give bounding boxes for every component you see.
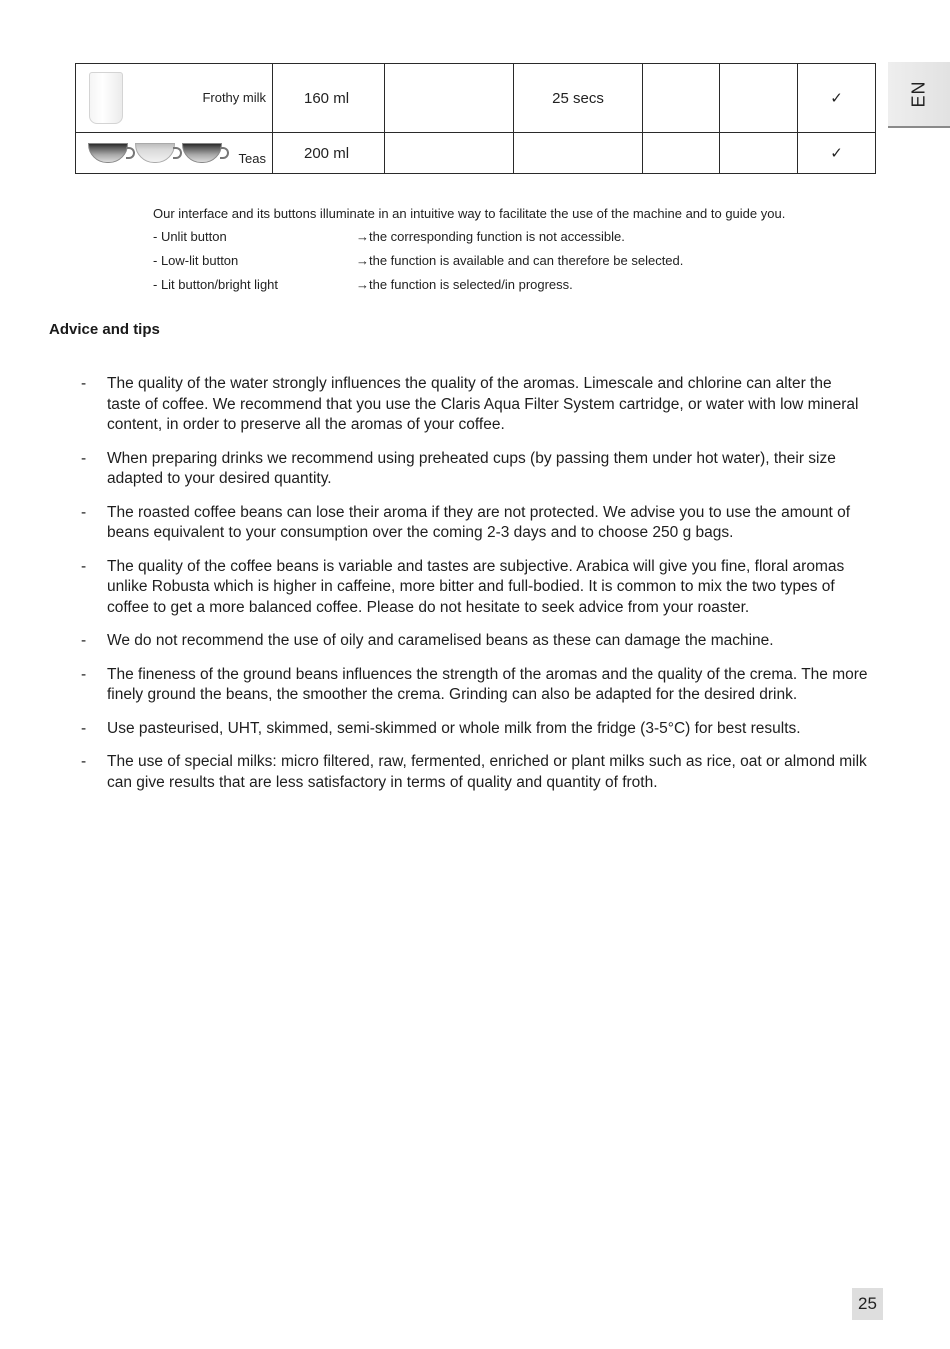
legend-term: - Lit button/bright light bbox=[153, 277, 279, 292]
empty-cell bbox=[643, 64, 720, 133]
interface-intro: Our interface and its buttons illuminate in an intuitive way to facilitate the use of the machine and to guide you. bbox=[153, 206, 786, 221]
time-cell: 25 secs bbox=[514, 64, 643, 133]
legend-description: →the function is selected/in progress. bbox=[356, 277, 573, 292]
legend-row bbox=[153, 277, 573, 292]
list-item: - The use of special milks: micro filtered, raw, fermented, enriched or plant milks such as rice, oat or almond milk can give results that are less satisfactory in terms of quality and quantity of froth. bbox=[80, 752, 868, 793]
time-cell bbox=[514, 133, 643, 174]
empty-cell bbox=[643, 133, 720, 174]
list-item: - The fineness of the ground beans influences the strength of the aromas and the quality of the crema. The more finely ground the beans, the smoother the crema. Grinding can also be adapted for the desired drink. bbox=[80, 665, 868, 706]
page-number: 25 bbox=[852, 1288, 883, 1320]
volume-cell: 200 ml bbox=[273, 133, 385, 174]
legend-term: - Unlit button bbox=[153, 229, 227, 244]
empty-cell bbox=[385, 64, 514, 133]
legend-description: →the function is available and can therefore be selected. bbox=[356, 253, 684, 268]
tips-list bbox=[80, 374, 868, 806]
list-item: - Use pasteurised, UHT, skimmed, semi-skimmed or whole milk from the fridge (3-5°C) for best results. bbox=[80, 719, 868, 740]
legend-term: - Low-lit button bbox=[153, 253, 239, 268]
empty-cell bbox=[385, 133, 514, 174]
list-item: - The quality of the water strongly influences the quality of the aromas. Limescale and chlorine can alter the taste of coffee. We recommend that you use the Claris Aqua Filter System cartridge, or water with low mineral content, in order to preserve all the aromas of your coffee. bbox=[80, 374, 868, 436]
empty-cell bbox=[720, 64, 798, 133]
drink-name: Teas bbox=[238, 151, 266, 166]
language-tab bbox=[888, 62, 950, 128]
table-row bbox=[76, 64, 876, 133]
list-item: - The roasted coffee beans can lose their aroma if they are not protected. We advise you to use the amount of beans equivalent to your consumption over the coming 2-3 days and to choose 250 g bags. bbox=[80, 503, 868, 544]
checkmark-cell: ✓ bbox=[798, 64, 876, 133]
list-item: - The quality of the coffee beans is variable and tastes are subjective. Arabica will give you fine, floral aromas unlike Robusta which is higher in caffeine, more bitter and full-bodied. It is common to mix the two types of coffee to get a more balanced coffee. Please do not hesitate to seek advice from your roaster. bbox=[80, 557, 868, 619]
volume-cell: 160 ml bbox=[273, 64, 385, 133]
legend-row bbox=[153, 253, 684, 268]
language-tab-label: EN bbox=[908, 80, 929, 108]
legend-description: →the corresponding function is not accessible. bbox=[356, 229, 625, 244]
drink-name: Frothy milk bbox=[202, 90, 266, 105]
checkmark-cell: ✓ bbox=[798, 133, 876, 174]
empty-cell bbox=[720, 133, 798, 174]
list-item: - When preparing drinks we recommend using preheated cups (by passing them under hot water), their size adapted to your desired quantity. bbox=[80, 449, 868, 490]
drink-cell bbox=[76, 133, 273, 174]
drink-settings-table bbox=[75, 63, 876, 174]
frothy-milk-glass-icon bbox=[89, 72, 123, 124]
drink-cell bbox=[76, 64, 273, 133]
legend-row bbox=[153, 229, 625, 244]
section-heading: Advice and tips bbox=[49, 321, 160, 338]
list-item: - We do not recommend the use of oily and caramelised beans as these can damage the machine. bbox=[80, 631, 868, 652]
table-row bbox=[76, 133, 876, 174]
